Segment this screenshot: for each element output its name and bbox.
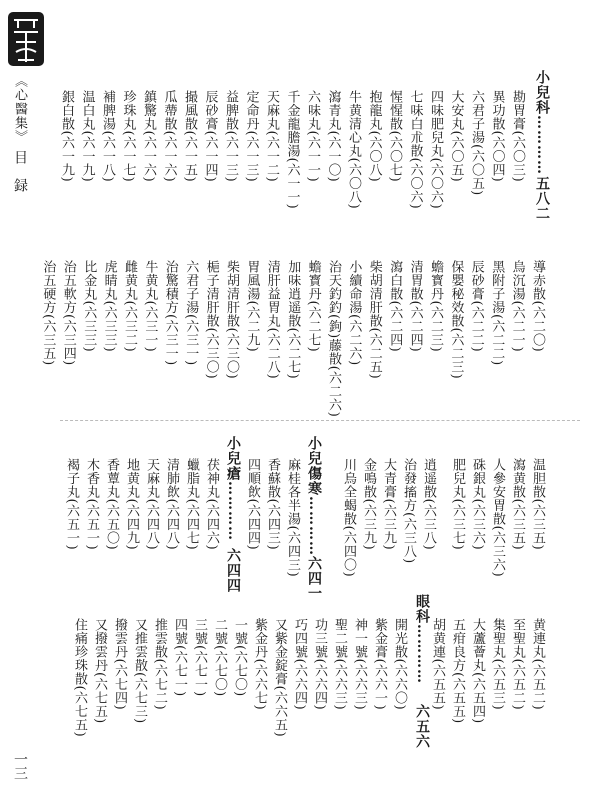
bottom-entry: 四順飲(六四四) <box>245 458 260 551</box>
bottom-entry: 巧四號(六六四) <box>292 618 307 711</box>
bottom-entry: 大蘆薈丸(六五四) <box>470 618 485 724</box>
top-entry: 胃風湯(六二九) <box>244 260 260 353</box>
top-entry: 補脾湯(六一八) <box>100 90 115 183</box>
bottom-entry: 木香丸(六五一) <box>84 458 99 551</box>
top-entry: 治五軟方(六三四) <box>60 260 76 366</box>
section-page-yanke: 六五六 <box>414 704 430 749</box>
bottom-entry: 又撥雲丹(六七五) <box>92 618 107 724</box>
top-entry: 牛黄丸(六三一) <box>142 260 158 353</box>
seal-stamp-icon <box>6 10 46 68</box>
top-entry: 治驚積方(六三一) <box>162 260 178 366</box>
top-entry: 導赤散(六二〇) <box>530 260 545 353</box>
section-heading-yanke: 眼科………… <box>414 594 430 684</box>
bottom-entry: 神一號(六六三) <box>352 618 367 711</box>
bottom-entry: 又推雲散(六七三) <box>132 618 147 724</box>
top-entry: 抱龍丸(六〇八) <box>366 90 382 183</box>
bottom-entry: 香蘇散(六四三) <box>265 458 280 551</box>
top-entry: 撮風散(六一五) <box>182 90 197 183</box>
bottom-entry: 香蕈丸(六五〇) <box>104 458 119 551</box>
top-entry: 蟾寳丹(六二三) <box>428 260 443 353</box>
bottom-entry: 住痛珍珠散(六七五) <box>72 618 87 738</box>
section-page-xiaoer: 五八二 <box>534 176 550 221</box>
book-title: 《心醫集》 <box>12 74 27 144</box>
bottom-entry: 大青膏(六三九) <box>381 458 396 551</box>
toc-label: 目録 <box>12 150 28 206</box>
top-entry: 黑附子湯(六二二) <box>489 260 505 366</box>
top-entry: 辰砂膏(六二二) <box>468 260 484 353</box>
top-entry: 梔子清肝散(六三〇) <box>203 260 219 380</box>
top-entry: 烏沉湯(六二一) <box>509 260 525 353</box>
top-entry: 七味白朮散(六〇六) <box>407 90 423 210</box>
bottom-entry: 二號(六七〇) <box>212 618 227 697</box>
bottom-entry: 三號(六七一) <box>192 618 207 697</box>
bottom-entry: 麻桂各半湯(六四三) <box>285 458 300 578</box>
bottom-entry: 褐子丸(六五一) <box>64 458 79 551</box>
top-entry: 定命丹(六一三) <box>243 90 259 183</box>
bottom-entry: 至聖丸(六五二) <box>510 618 525 711</box>
bottom-entry: 天麻丸(六四八) <box>144 458 159 551</box>
bottom-entry: 蠟脂丸(六四七) <box>184 458 199 551</box>
bottom-entry: 黄連丸(六五二) <box>530 618 545 711</box>
top-entry: 六君子湯(六三一) <box>183 260 199 366</box>
top-entry: 清肝益胃丸(六二八) <box>264 260 280 380</box>
section-heading-xiaoer-shanghan: 小兒傷寒………… <box>306 436 322 556</box>
bottom-entry: 瀉黄散(六三五) <box>510 458 525 551</box>
top-entry: 瀉白散(六二四) <box>387 260 403 353</box>
bottom-entry: 地黄丸(六四九) <box>124 458 139 551</box>
top-entry: 銀白散(六一九) <box>59 90 74 183</box>
bottom-entry: 五疳良方(六五五) <box>450 618 465 724</box>
top-entry: 大安丸(六〇五) <box>448 90 464 183</box>
top-entry: 比金丸(六三三) <box>81 260 97 353</box>
section-heading-xiaoer: 小兒科………… <box>534 70 550 175</box>
page-number: 一三 <box>12 752 28 780</box>
top-entry: 加味逍遥散(六二七) <box>285 260 301 380</box>
top-entry: 柴胡清肝散(六二五) <box>366 260 382 380</box>
bottom-entry: 人參安胃散(六三六) <box>490 458 505 578</box>
top-entry: 治天釣釣(鉤)藤散(六二六) <box>326 260 341 418</box>
bottom-entry: 聖二號(六六三) <box>332 618 347 711</box>
bottom-entry: 紫金膏(六六一) <box>372 618 387 711</box>
top-entry: 勘胃膏(六〇三) <box>510 90 525 183</box>
top-entry: 小續命湯(六二六) <box>346 260 362 366</box>
bottom-entry: 逍遥散(六三八) <box>421 458 436 551</box>
top-entry: 柴胡清肝散(六三〇) <box>224 260 239 380</box>
bottom-entry: 撥雲丹(六七四) <box>112 618 127 711</box>
bottom-entry: 功三號(六六四) <box>312 618 327 711</box>
bottom-entry: 集聖丸(六五三) <box>490 618 505 711</box>
divider <box>60 420 580 421</box>
bottom-entry: 茯神丸(六四六) <box>204 458 219 551</box>
section-heading-xiaoer-chuang: 小兒瘡………… <box>225 436 241 541</box>
top-entry: 保嬰秘效散(六二三) <box>448 260 464 380</box>
top-entry: 治五硬方(六三五) <box>40 260 56 366</box>
bottom-entry: 清肺飲(六四八) <box>164 458 179 551</box>
top-entry: 瀉青丸(六一〇) <box>325 90 341 183</box>
top-entry: 六君子湯(六〇五) <box>469 90 484 196</box>
top-entry: 清胃散(六二四) <box>407 260 423 353</box>
bottom-entry: 四號(六七一) <box>172 618 187 697</box>
top-entry: 鎮驚丸(六一六) <box>141 90 156 183</box>
top-entry: 蟾寳丹(六二七) <box>305 260 321 353</box>
top-entry: 六味丸(六一一) <box>305 90 320 183</box>
top-entry: 四味肥兒丸(六〇六) <box>428 90 443 210</box>
bottom-entry: 又紫金錠膏(六六五) <box>272 618 287 738</box>
top-entry: 辰砂膏(六一四) <box>202 90 218 183</box>
bottom-entry: 温胆散(六三五) <box>530 458 545 551</box>
top-entry: 千金龍膽湯(六一一) <box>284 90 300 210</box>
section-page-xiaoer-chuang: 六四四 <box>225 548 241 593</box>
bottom-entry: 推雲散(六七二) <box>152 618 167 711</box>
top-entry: 珍珠丸(六一七) <box>120 90 136 183</box>
top-entry: 瓜蔕散(六一六) <box>161 90 177 183</box>
bottom-entry: 金鳴散(六三九) <box>361 458 376 551</box>
top-entry: 惺惺散(六〇七) <box>387 90 402 183</box>
bottom-entry: 一號(六七〇) <box>232 618 247 697</box>
bottom-entry: 胡黄連(六五五) <box>430 618 445 711</box>
top-entry: 虎睛丸(六三三) <box>101 260 117 353</box>
top-entry: 牛黄清心丸(六〇八) <box>346 90 361 210</box>
bottom-entry: 川烏全蝎散(六四〇) <box>341 458 356 578</box>
top-entry: 雌黄丸(六三二) <box>122 260 137 353</box>
bottom-entry: 紫金丹(六六七) <box>252 618 267 711</box>
bottom-entry: 肥兒丸(六三七) <box>450 458 465 551</box>
top-entry: 異功散(六〇四) <box>489 90 505 183</box>
bottom-entry: 開光散(六六〇) <box>392 618 407 711</box>
top-entry: 温白丸(六一九) <box>79 90 95 183</box>
top-entry: 益脾散(六一三) <box>223 90 238 183</box>
top-entry: 天麻丸(六一二) <box>264 90 279 183</box>
bottom-entry: 硃銀丸(六三六) <box>470 458 485 551</box>
section-page-xiaoer-shanghan: 六四一 <box>306 556 322 601</box>
bottom-entry: 治發搐方(六三八) <box>401 458 416 564</box>
